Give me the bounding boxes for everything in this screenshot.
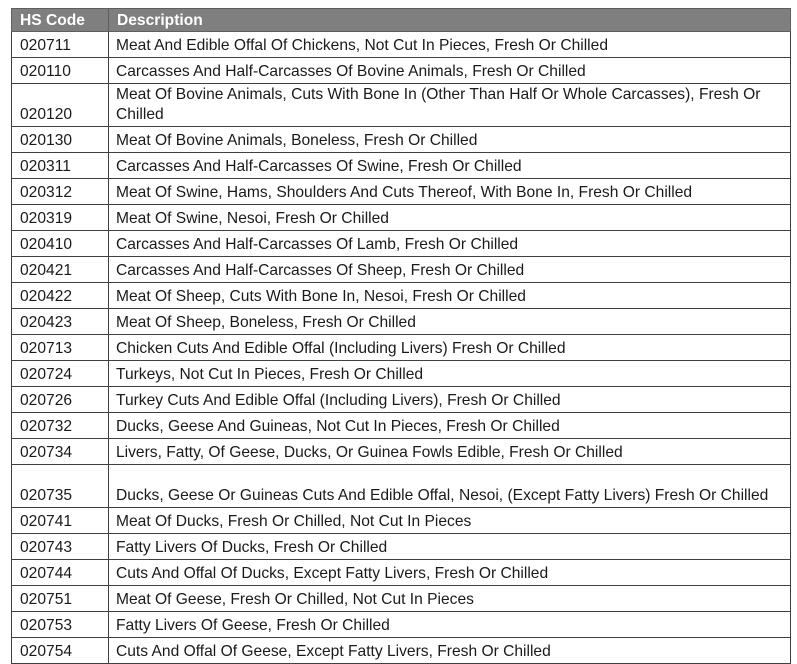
hs-code-cell: 020753 bbox=[12, 612, 109, 638]
hs-code-cell: 020735 bbox=[12, 465, 109, 508]
description-cell: Chicken Cuts And Edible Offal (Including Livers) Fresh Or Chilled bbox=[109, 335, 791, 361]
description-cell: Meat Of Bovine Animals, Cuts With Bone In (Other Than Half Or Whole Carcasses), Fresh Or Chilled bbox=[109, 84, 791, 127]
description-cell: Turkey Cuts And Edible Offal (Including Livers), Fresh Or Chilled bbox=[109, 387, 791, 413]
hs-code-cell: 020110 bbox=[12, 58, 109, 84]
description-cell: Meat Of Bovine Animals, Boneless, Fresh Or Chilled bbox=[109, 127, 791, 153]
table-row bbox=[12, 560, 791, 586]
hs-code-cell: 020422 bbox=[12, 283, 109, 309]
table-row bbox=[12, 612, 791, 638]
table-row bbox=[12, 413, 791, 439]
hs-code-cell: 020732 bbox=[12, 413, 109, 439]
description-cell: Meat Of Geese, Fresh Or Chilled, Not Cut In Pieces bbox=[109, 586, 791, 612]
hs-code-cell: 020120 bbox=[12, 84, 109, 127]
table-row bbox=[12, 205, 791, 231]
description-cell: Meat Of Swine, Hams, Shoulders And Cuts Thereof, With Bone In, Fresh Or Chilled bbox=[109, 179, 791, 205]
hs-code-table bbox=[11, 8, 791, 664]
table-row bbox=[12, 335, 791, 361]
description-cell: Cuts And Offal Of Geese, Except Fatty Livers, Fresh Or Chilled bbox=[109, 638, 791, 664]
description-cell: Meat Of Swine, Nesoi, Fresh Or Chilled bbox=[109, 205, 791, 231]
table-row bbox=[12, 465, 791, 508]
table-header-row bbox=[12, 9, 791, 32]
hs-code-cell: 020713 bbox=[12, 335, 109, 361]
hs-code-cell: 020711 bbox=[12, 32, 109, 58]
hs-code-cell: 020743 bbox=[12, 534, 109, 560]
table-row bbox=[12, 179, 791, 205]
hs-code-cell: 020319 bbox=[12, 205, 109, 231]
hs-code-cell: 020410 bbox=[12, 231, 109, 257]
hs-code-cell: 020311 bbox=[12, 153, 109, 179]
hs-code-cell: 020423 bbox=[12, 309, 109, 335]
table-row bbox=[12, 58, 791, 84]
hs-code-cell: 020754 bbox=[12, 638, 109, 664]
description-cell: Meat And Edible Offal Of Chickens, Not Cut In Pieces, Fresh Or Chilled bbox=[109, 32, 791, 58]
description-cell: Carcasses And Half-Carcasses Of Swine, Fresh Or Chilled bbox=[109, 153, 791, 179]
description-cell: Carcasses And Half-Carcasses Of Lamb, Fresh Or Chilled bbox=[109, 231, 791, 257]
hs-code-cell: 020312 bbox=[12, 179, 109, 205]
hs-code-cell: 020744 bbox=[12, 560, 109, 586]
table-body bbox=[12, 32, 791, 664]
description-cell: Meat Of Sheep, Boneless, Fresh Or Chilled bbox=[109, 309, 791, 335]
hs-code-cell: 020751 bbox=[12, 586, 109, 612]
description-cell: Carcasses And Half-Carcasses Of Sheep, Fresh Or Chilled bbox=[109, 257, 791, 283]
table-row bbox=[12, 439, 791, 465]
hs-code-cell: 020741 bbox=[12, 508, 109, 534]
description-cell: Fatty Livers Of Ducks, Fresh Or Chilled bbox=[109, 534, 791, 560]
column-header-hs-code: HS Code bbox=[12, 9, 109, 32]
column-header-description: Description bbox=[109, 9, 791, 32]
hs-code-cell: 020724 bbox=[12, 361, 109, 387]
table-row bbox=[12, 508, 791, 534]
table-row bbox=[12, 231, 791, 257]
description-cell: Livers, Fatty, Of Geese, Ducks, Or Guinea Fowls Edible, Fresh Or Chilled bbox=[109, 439, 791, 465]
table-row bbox=[12, 153, 791, 179]
table-row bbox=[12, 309, 791, 335]
table-row bbox=[12, 257, 791, 283]
table-row bbox=[12, 586, 791, 612]
description-cell: Ducks, Geese Or Guineas Cuts And Edible Offal, Nesoi, (Except Fatty Livers) Fresh Or Chilled bbox=[109, 465, 791, 508]
description-cell: Fatty Livers Of Geese, Fresh Or Chilled bbox=[109, 612, 791, 638]
table-row bbox=[12, 127, 791, 153]
description-cell: Meat Of Sheep, Cuts With Bone In, Nesoi, Fresh Or Chilled bbox=[109, 283, 791, 309]
description-cell: Carcasses And Half-Carcasses Of Bovine Animals, Fresh Or Chilled bbox=[109, 58, 791, 84]
hs-code-cell: 020130 bbox=[12, 127, 109, 153]
hs-code-cell: 020734 bbox=[12, 439, 109, 465]
hs-code-cell: 020726 bbox=[12, 387, 109, 413]
description-cell: Ducks, Geese And Guineas, Not Cut In Pieces, Fresh Or Chilled bbox=[109, 413, 791, 439]
description-cell: Cuts And Offal Of Ducks, Except Fatty Livers, Fresh Or Chilled bbox=[109, 560, 791, 586]
table-row bbox=[12, 84, 791, 127]
table-row bbox=[12, 534, 791, 560]
table-row bbox=[12, 638, 791, 664]
table-row bbox=[12, 361, 791, 387]
description-cell: Meat Of Ducks, Fresh Or Chilled, Not Cut In Pieces bbox=[109, 508, 791, 534]
description-cell: Turkeys, Not Cut In Pieces, Fresh Or Chilled bbox=[109, 361, 791, 387]
table-row bbox=[12, 32, 791, 58]
table-row bbox=[12, 387, 791, 413]
hs-code-cell: 020421 bbox=[12, 257, 109, 283]
table-row bbox=[12, 283, 791, 309]
